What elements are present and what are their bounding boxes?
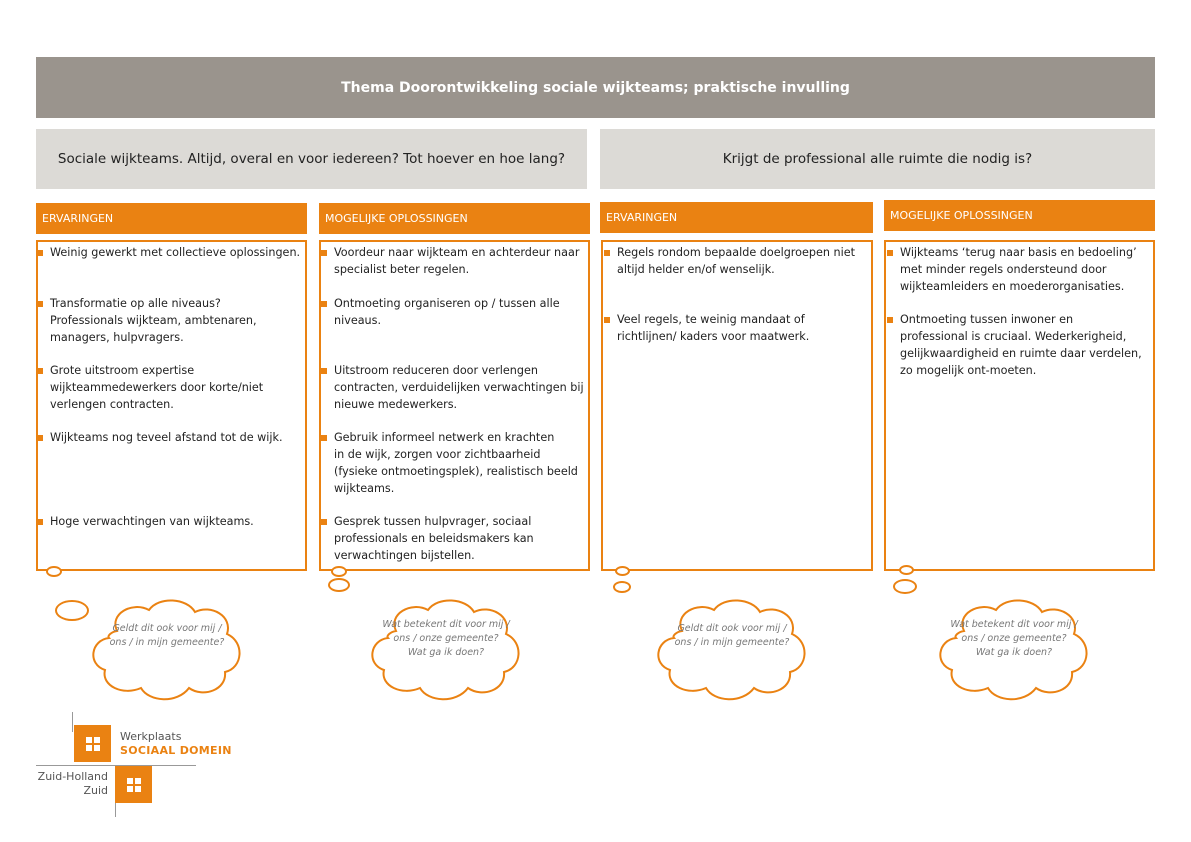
thought-bubble-small [615,566,630,576]
thought-bubble-small [899,565,914,575]
thought-bubble-medium [55,600,89,621]
list-item: Gebruik informeel netwerk en krachten in de wijk, zorgen voor zichtbaarheid (fysieke ontmoetingsplek), realistisch beeld wijkteams. [321,429,589,497]
logo-text-region: Zuid-Holland Zuid [37,770,108,797]
bullet-icon [321,435,327,441]
bullet-icon [37,250,43,256]
column-header-ervaringen-1: ERVARINGEN [36,203,307,234]
thought-cloud-2: Wat betekent dit voor mij / ons / onze gemeente? Wat ga ik doen? [366,596,526,706]
logo-text-werkplaats: Werkplaats [120,730,182,743]
bullet-icon [37,368,43,374]
column-header-oplossingen-2: MOGELIJKE OPLOSSINGEN [884,200,1155,231]
bullet-icon [604,317,610,323]
thought-bubble-small [331,566,347,577]
list-item: Uitstroom reduceren door verlengen contracten, verduidelijken verwachtingen bij nieuwe medewerkers. [321,362,589,413]
thought-bubble-medium [893,579,917,594]
page-title: Thema Doorontwikkeling sociale wijkteams; praktische invulling [36,57,1155,118]
column-header-oplossingen-1: MOGELIJKE OPLOSSINGEN [319,203,590,234]
theme-right: Krijgt de professional alle ruimte die nodig is? [600,129,1155,189]
logo-square-bottom-icon [115,766,152,803]
list-item: Gesprek tussen hulpvrager, sociaal professionals en beleidsmakers kan verwachtingen bijstellen. [321,513,589,564]
bullet-icon [37,301,43,307]
list-item: Voordeur naar wijkteam en achterdeur naar specialist beter regelen. [321,244,589,278]
theme-left: Sociale wijkteams. Altijd, overal en voor iedereen? Tot hoever en hoe lang? [36,129,587,189]
list-item: Ontmoeting organiseren op / tussen alle niveaus. [321,295,589,329]
bullet-icon [321,301,327,307]
logo-divider [72,712,73,732]
bullet-icon [604,250,610,256]
bullet-icon [887,250,893,256]
column-box-ervaringen-2 [601,240,873,571]
thought-bubble-medium [613,581,631,593]
column-header-ervaringen-2: ERVARINGEN [600,202,873,233]
cloud-icon [87,596,247,706]
list-item: Wijkteams ‘terug naar basis en bedoeling’ met minder regels ondersteund door wijkteamleiders en moederorganisaties. [887,244,1153,295]
list-item: Transformatie op alle niveaus? Professionals wijkteam, ambtenaren, managers, hulpvragers. [37,295,305,346]
bullet-icon [321,368,327,374]
list-item: Grote uitstroom expertise wijkteammedewerkers door korte/niet verlengen contracten. [37,362,305,413]
thought-cloud-3: Geldt dit ook voor mij / ons / in mijn gemeente? [652,596,812,706]
list-item: Wijkteams nog teveel afstand tot de wijk. [37,429,305,446]
bullet-icon [321,519,327,525]
cloud-icon [652,596,812,706]
list-item: Ontmoeting tussen inwoner en professional is cruciaal. Wederkerigheid, gelijkwaardigheid en ruimte daar verdelen, zo mogelijk ont-moeten. [887,311,1153,379]
bullet-icon [887,317,893,323]
list-item: Hoge verwachtingen van wijkteams. [37,513,305,530]
thought-bubble-medium [328,578,350,592]
list-item: Regels rondom bepaalde doelgroepen niet altijd helder en/of wenselijk. [604,244,872,278]
bullet-icon [321,250,327,256]
bullet-icon [37,435,43,441]
thought-cloud-1: Geldt dit ook voor mij / ons / in mijn gemeente? [87,596,247,706]
thought-bubble-small [46,566,62,577]
thought-cloud-4: Wat betekent dit voor mij / ons / onze gemeente? Wat ga ik doen? [934,596,1094,706]
list-item: Veel regels, te weinig mandaat of richtlijnen/ kaders voor maatwerk. [604,311,872,345]
logo-werkplaats-sociaal-domein [36,712,266,820]
list-item: Weinig gewerkt met collectieve oplossingen. [37,244,305,261]
logo-text-sociaal-domein: SOCIAAL DOMEIN [120,744,232,757]
bullet-icon [37,519,43,525]
logo-square-top-icon [74,725,111,762]
